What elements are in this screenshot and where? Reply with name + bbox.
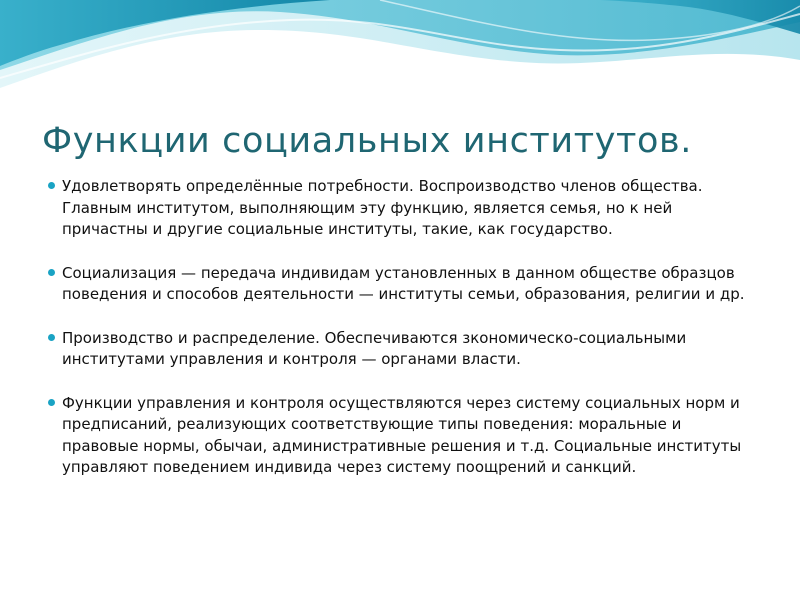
list-item [48,328,748,371]
bullet-dot-icon [48,182,55,189]
bullet-text: Удовлетворять определённые потребности. Воспроизводство членов общества. Главным институтом, выполняющим эту функцию, является семья, но к ней причастны и другие социальные институты, такие, как государство. [62,177,703,238]
list-item [48,393,748,479]
bullet-text: Производство и распределение. Обеспечиваются зкономическо-социальными институтами управления и контроля — органами власти. [62,328,687,368]
bullet-dot-icon [48,399,55,406]
bullet-list [48,176,748,501]
bullet-dot-icon [48,269,55,276]
slide-title: Функции социальных институтов. [42,121,692,161]
list-item [48,176,748,241]
bullet-text: Социализация — передача индивидам установленных в данном обществе образцов поведения и способов деятельности — институты семьи, образования, религии и др. [62,263,745,303]
bullet-dot-icon [48,334,55,341]
bullet-text: Функции управления и контроля осуществляются через систему социальных норм и предписаний, реализующих соответствующие типы поведения: моральные и правовые нормы, обычаи, административные решения и т.д. Социальные институты управляют поведением индивида через систему поощрений и санкций. [62,393,742,476]
decorative-wave-header [0,0,800,110]
list-item [48,263,748,306]
